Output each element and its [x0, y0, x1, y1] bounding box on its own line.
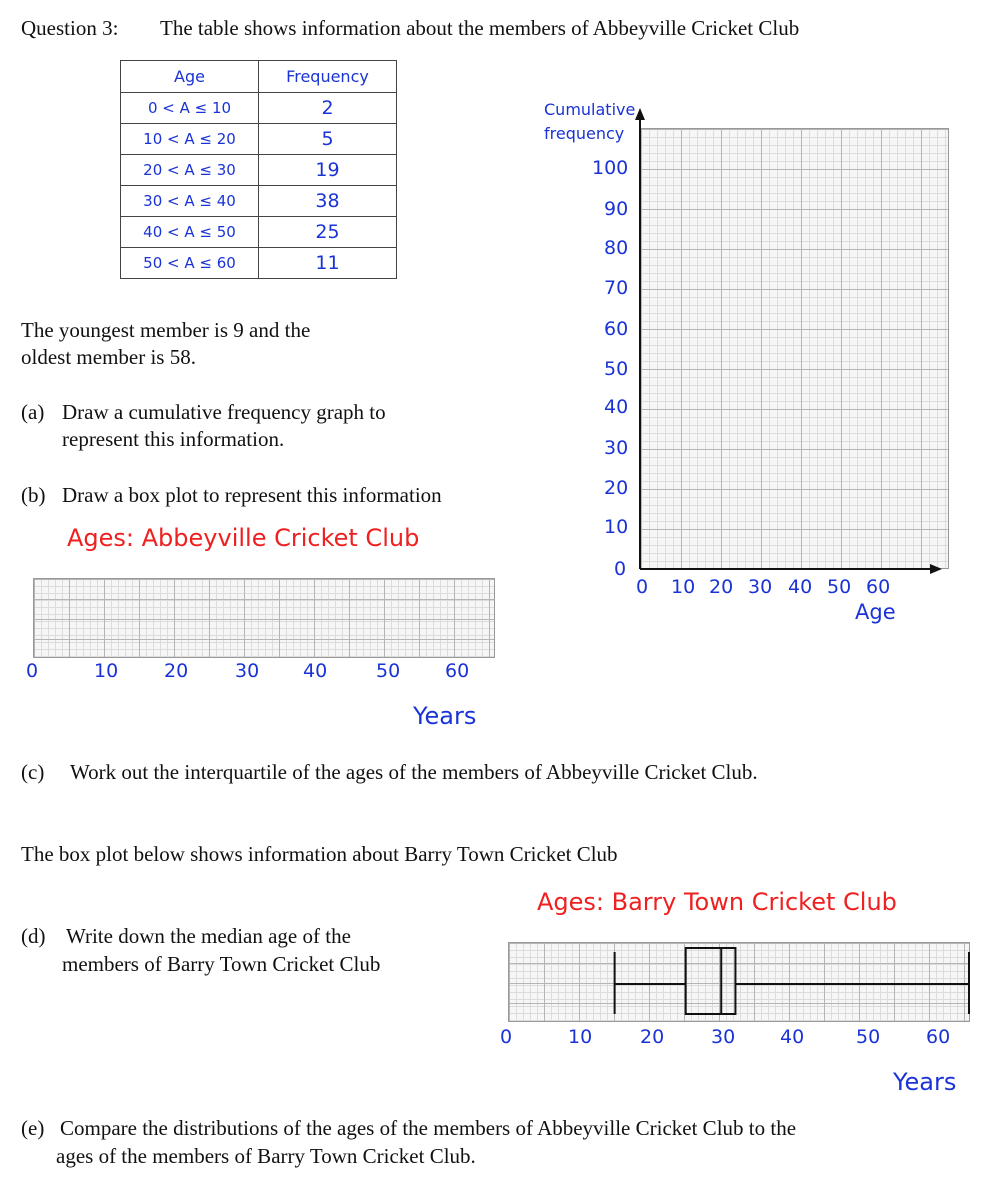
freq-cell: 19	[259, 155, 397, 186]
age-cell: 30 < A ≤ 40	[121, 186, 259, 217]
part-a-line-2: represent this information.	[62, 427, 285, 451]
header-frequency: Frequency	[259, 61, 397, 93]
freq-cell: 25	[259, 217, 397, 248]
cf-x-label: Age	[855, 600, 896, 624]
abbey-tick: 10	[94, 660, 119, 682]
cf-x-arrow-icon	[930, 564, 942, 574]
abbey-boxplot-grid	[33, 578, 495, 658]
table-header-row	[121, 61, 397, 93]
cf-x-tick: 20	[709, 576, 734, 598]
cf-x-tick: 10	[671, 576, 696, 598]
part-e-label: (e)	[21, 1116, 45, 1140]
abbey-years-label: Years	[413, 702, 477, 730]
barry-tick: 40	[780, 1026, 805, 1048]
question-intro: The table shows information about the members of Abbeyville Cricket Club	[160, 16, 800, 40]
abbey-boxplot-title: Ages: Abbeyville Cricket Club	[67, 524, 420, 552]
cf-x-tick: 60	[866, 576, 891, 598]
table-row	[121, 217, 397, 248]
part-a-line-1: Draw a cumulative frequency graph to	[62, 400, 386, 424]
cf-x-tick: 30	[748, 576, 773, 598]
freq-cell: 11	[259, 248, 397, 279]
abbey-tick: 20	[164, 660, 189, 682]
age-cell: 40 < A ≤ 50	[121, 217, 259, 248]
cf-y-tick: 80	[604, 237, 629, 259]
cf-y-arrow-icon	[635, 108, 645, 120]
cf-axes	[600, 100, 960, 580]
age-cell: 50 < A ≤ 60	[121, 248, 259, 279]
cf-y-label-2: frequency	[544, 124, 625, 143]
part-d-line-1: Write down the median age of the	[66, 924, 351, 948]
cf-y-tick: 60	[604, 318, 629, 340]
cf-y-tick: 0	[614, 558, 627, 580]
barry-intro: The box plot below shows information about Barry Town Cricket Club	[21, 842, 618, 866]
abbey-tick: 0	[26, 660, 39, 682]
barry-tick: 10	[568, 1026, 593, 1048]
age-cell: 20 < A ≤ 30	[121, 155, 259, 186]
abbey-tick: 30	[235, 660, 260, 682]
barry-tick: 30	[711, 1026, 736, 1048]
freq-cell: 5	[259, 124, 397, 155]
table-row	[121, 155, 397, 186]
barry-boxplot-title: Ages: Barry Town Cricket Club	[537, 888, 897, 916]
header-age: Age	[121, 61, 259, 93]
part-c-text: Work out the interquartile of the ages of the members of Abbeyville Cricket Club.	[70, 760, 758, 784]
freq-cell: 2	[259, 93, 397, 124]
table-row	[121, 124, 397, 155]
cf-y-tick: 50	[604, 358, 629, 380]
barry-tick: 0	[500, 1026, 513, 1048]
part-a-label: (a)	[21, 400, 45, 424]
table-row	[121, 186, 397, 217]
age-cell: 10 < A ≤ 20	[121, 124, 259, 155]
cf-y-tick: 20	[604, 477, 629, 499]
barry-tick: 60	[926, 1026, 951, 1048]
abbey-tick: 60	[445, 660, 470, 682]
freq-cell: 38	[259, 186, 397, 217]
barry-boxplot	[508, 942, 970, 1022]
part-e-line-1: Compare the distributions of the ages of the members of Abbeyville Cricket Club to the	[60, 1116, 797, 1140]
barry-tick: 50	[856, 1026, 881, 1048]
cf-x-tick: 0	[636, 576, 649, 598]
info-line-1: The youngest member is 9 and the	[21, 318, 311, 342]
table-row	[121, 93, 397, 124]
part-d-line-2: members of Barry Town Cricket Club	[62, 952, 381, 976]
cf-y-label-1: Cumulative	[544, 100, 636, 119]
barry-tick: 20	[640, 1026, 665, 1048]
cf-y-tick: 90	[604, 198, 629, 220]
barry-years-label: Years	[893, 1068, 957, 1096]
part-c-label: (c)	[21, 760, 45, 784]
table-row	[121, 248, 397, 279]
cf-y-tick: 40	[604, 396, 629, 418]
iqr-box	[686, 948, 736, 1014]
question-number: Question 3:	[21, 16, 119, 40]
age-cell: 0 < A ≤ 10	[121, 93, 259, 124]
abbey-tick: 40	[303, 660, 328, 682]
cf-y-tick: 30	[604, 437, 629, 459]
info-line-2: oldest member is 58.	[21, 345, 196, 369]
cf-x-tick: 40	[788, 576, 813, 598]
part-d-label: (d)	[21, 924, 46, 948]
cf-y-tick: 10	[604, 516, 629, 538]
frequency-table	[120, 60, 397, 279]
part-b-label: (b)	[21, 483, 46, 507]
part-e-line-2: ages of the members of Barry Town Cricket Club.	[56, 1144, 476, 1168]
part-b-text: Draw a box plot to represent this information	[62, 483, 442, 507]
cf-y-tick: 70	[604, 277, 629, 299]
cf-x-tick: 50	[827, 576, 852, 598]
abbey-tick: 50	[376, 660, 401, 682]
cf-y-tick: 100	[592, 157, 629, 179]
